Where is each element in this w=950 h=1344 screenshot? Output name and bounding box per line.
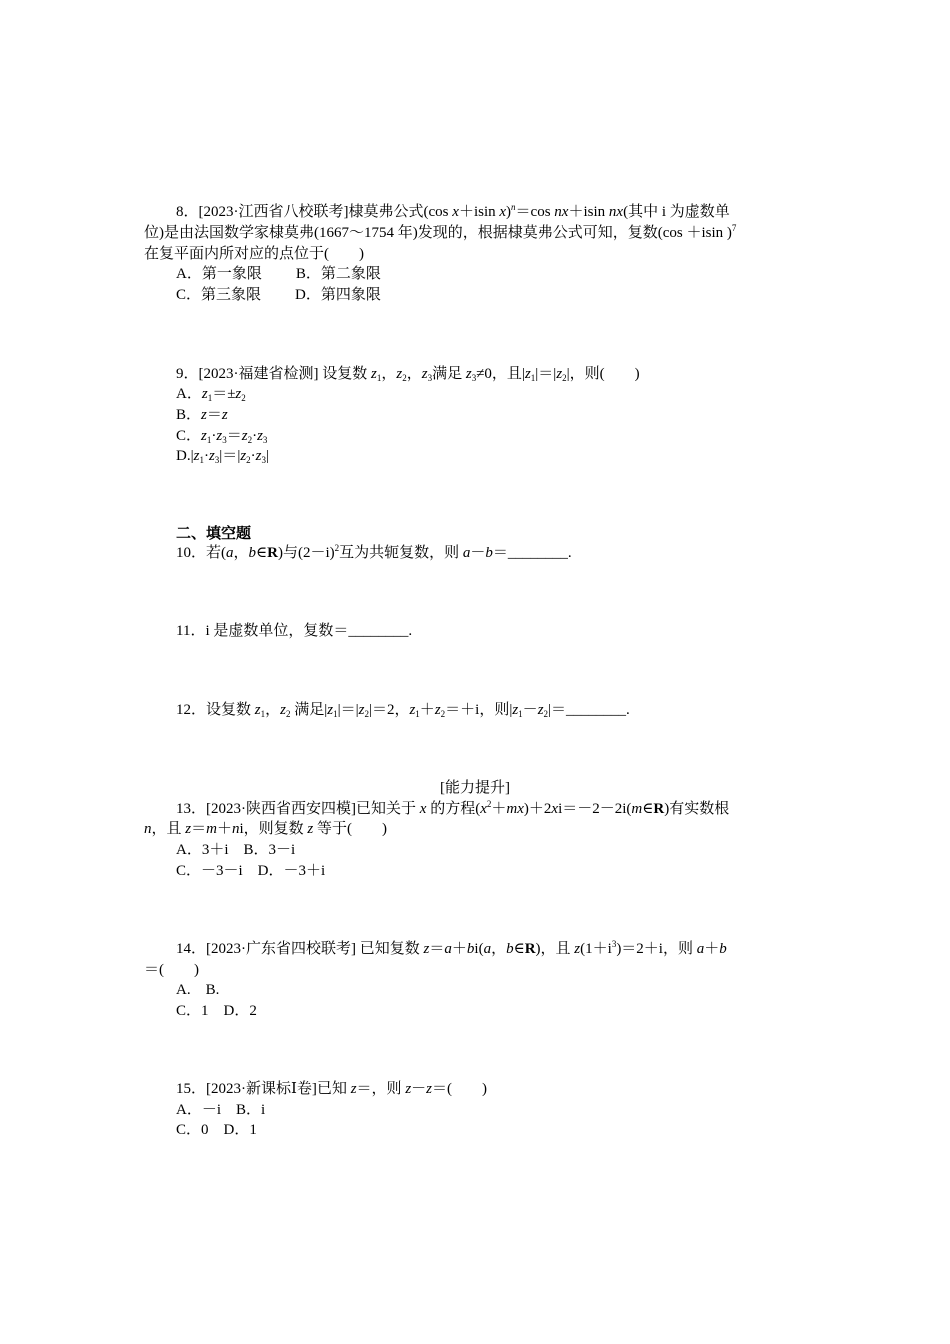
option-b[interactable]: B．第二象限: [295, 266, 381, 282]
question-8-line-3: [144, 244, 364, 264]
var: n: [231, 821, 240, 837]
var: z: [423, 941, 430, 957]
var: z: [216, 428, 223, 444]
exponent: 2: [334, 543, 340, 553]
text: ∈: [256, 545, 268, 561]
text: ＝cos: [515, 204, 555, 220]
var: z: [556, 366, 563, 382]
var: z: [254, 702, 261, 718]
subscript: 3: [262, 435, 268, 445]
var: x: [551, 801, 559, 817]
question-15-options-ab[interactable]: A．－i B．i: [176, 1102, 266, 1118]
question-8-line-2: [144, 223, 736, 243]
question-13-line-2: [144, 819, 387, 839]
var: a: [444, 941, 452, 957]
var: x: [419, 801, 427, 817]
var: z: [201, 428, 207, 444]
var: z: [434, 702, 441, 718]
subscript: 1: [333, 709, 338, 719]
var: z: [185, 821, 192, 837]
text: |＝|: [535, 366, 557, 382]
var: z: [208, 448, 215, 464]
subscript: 1: [199, 455, 204, 465]
subscript: 2: [364, 709, 369, 719]
var: b: [248, 545, 257, 561]
text: C．: [176, 428, 202, 444]
text: ≠0，且|: [476, 366, 525, 382]
text: B．: [176, 407, 202, 423]
text: |: [237, 448, 241, 464]
text: )，且: [535, 941, 575, 957]
text: ＝: [191, 821, 207, 837]
var: z: [405, 1081, 412, 1097]
text: ＝( ): [432, 1081, 488, 1097]
var: z: [240, 448, 247, 464]
text: ＝±: [212, 386, 236, 402]
var: a: [696, 941, 705, 957]
var: z: [350, 1081, 357, 1097]
text: 10．若(: [176, 545, 226, 561]
question-9-option-d[interactable]: [176, 446, 269, 466]
subscript: 1: [260, 709, 266, 719]
text: ，: [233, 545, 249, 561]
var: b: [485, 545, 493, 561]
var: z: [201, 407, 207, 423]
var: m: [206, 821, 217, 837]
var: z: [465, 366, 472, 382]
text: ·: [252, 428, 258, 444]
text: ·: [203, 448, 209, 464]
question-13-options-cd[interactable]: C．－3－i D．－3＋i: [176, 863, 326, 879]
question-9-option-a[interactable]: [176, 384, 246, 404]
text: (其中 i 为虚数单: [623, 204, 730, 220]
question-8-line-1: [176, 202, 730, 222]
text: 已知关于: [356, 801, 420, 817]
var: z: [426, 1081, 433, 1097]
var: z: [371, 366, 377, 382]
option-d[interactable]: D．第四象限: [295, 287, 381, 303]
text: 的方程(: [426, 801, 481, 817]
question-number: 13．: [176, 801, 207, 817]
text: 位)是由法国数学家棣莫弗(1667～1754 年)发现的，根据棣莫弗公式可知，复数(cos ＋isin ): [144, 225, 732, 241]
ability-heading: [能力提升]: [440, 780, 510, 796]
text: ·: [211, 428, 217, 444]
question-14-line-2: ＝( ): [144, 962, 199, 978]
text: 已知: [316, 1081, 351, 1097]
text: ＋: [216, 821, 232, 837]
subscript: 2: [247, 435, 253, 445]
text: A．: [176, 386, 202, 402]
subscript: 2: [285, 709, 291, 719]
text: 互为共轭复数，则: [339, 545, 463, 561]
exponent: 2: [486, 799, 492, 809]
var: z: [358, 702, 365, 718]
question-source: [2023·陕西省西安四模]: [206, 801, 357, 817]
text: ＋: [704, 941, 720, 957]
question-14-options-cd[interactable]: C．1 D．2: [176, 1003, 257, 1019]
var: z: [537, 702, 544, 718]
question-source: [2023·福建省检测]: [198, 366, 319, 382]
text: )＋2: [523, 801, 552, 817]
text: 设复数: [318, 366, 372, 382]
text: )＝2＋i，则: [616, 941, 697, 957]
text: D.|: [176, 448, 194, 464]
text: ，且: [151, 821, 186, 837]
question-9-option-c[interactable]: [176, 426, 267, 446]
text: ∈: [642, 801, 654, 817]
question-source: [2023·江西省八校联考]: [198, 204, 349, 220]
question-15-options-cd[interactable]: C．0 D．1: [176, 1122, 257, 1138]
text: ): [506, 204, 512, 220]
subscript: 3: [427, 373, 433, 383]
text: －: [411, 1081, 427, 1097]
question-9-option-b[interactable]: [176, 405, 228, 425]
text: |，则( ): [566, 366, 640, 382]
section-heading: 二、填空题: [176, 526, 252, 542]
var: z: [524, 366, 531, 382]
text: ＋isin: [568, 204, 609, 220]
text: |: [266, 448, 270, 464]
subscript: 3: [471, 373, 477, 383]
text: －: [470, 545, 486, 561]
var: mx: [506, 801, 524, 817]
text: ＋: [491, 801, 507, 817]
text: i(: [474, 941, 484, 957]
var: z: [409, 702, 416, 718]
subscript: 2: [402, 373, 407, 383]
var: b: [466, 941, 475, 957]
var: x: [480, 801, 487, 817]
text: 等于( ): [313, 821, 387, 837]
answer-blank[interactable]: ＝________.: [492, 545, 572, 561]
text: |＝|: [337, 702, 359, 718]
var: z: [574, 941, 581, 957]
text: ，: [381, 366, 397, 382]
text: |＝2，: [368, 702, 410, 718]
question-8-options-ab: [176, 264, 381, 284]
subscript: 2: [543, 709, 549, 719]
subscript: 1: [518, 709, 523, 719]
real-set: R: [524, 941, 536, 957]
var: n: [144, 821, 152, 837]
var: z: [241, 428, 248, 444]
text: 棣莫弗公式(cos: [348, 204, 453, 220]
var: x: [452, 204, 459, 220]
question-8-options-cd: [176, 285, 381, 305]
var: z: [396, 366, 403, 382]
var: b: [506, 941, 514, 957]
text: ＝: [226, 428, 242, 444]
var: z: [307, 821, 314, 837]
subscript: 3: [261, 455, 267, 465]
text: i＝－2－2i(: [558, 801, 632, 817]
question-14-options-ab[interactable]: A. B.: [176, 982, 220, 998]
question-12: [176, 700, 630, 720]
real-set: R: [653, 801, 665, 817]
var: z: [327, 702, 334, 718]
text: (1＋i: [580, 941, 612, 957]
var: n: [511, 202, 516, 212]
var: m: [631, 801, 643, 817]
question-14-line-1: [176, 939, 727, 959]
var: z: [201, 386, 208, 402]
subscript: 2: [241, 393, 246, 403]
exponent: 7: [731, 223, 737, 233]
subscript: 1: [415, 709, 420, 719]
text: )有实数根: [664, 801, 730, 817]
subscript: 1: [207, 393, 213, 403]
question-15-line-1: [176, 1079, 487, 1099]
var: x: [499, 204, 507, 220]
text: 已知复数: [356, 941, 424, 957]
subscript: 1: [530, 373, 536, 383]
text: ＋isin: [458, 204, 500, 220]
text: ＝: [222, 448, 238, 464]
var: b: [719, 941, 727, 957]
text: ，: [406, 366, 422, 382]
text: ，: [491, 941, 507, 957]
text: ＋: [451, 941, 467, 957]
subscript: 1: [376, 373, 382, 383]
real-set: R: [267, 545, 278, 561]
question-number: 8．: [176, 204, 199, 220]
text: －: [522, 702, 538, 718]
subscript: 2: [562, 373, 567, 383]
text: ＋: [419, 702, 435, 718]
question-source: [2023·新课标Ⅰ卷]: [206, 1081, 317, 1097]
var: z: [421, 366, 428, 382]
answer-blank[interactable]: |＝________.: [548, 702, 630, 718]
text: ·: [250, 448, 256, 464]
text: 12．设复数: [176, 702, 255, 718]
question-source: [2023·广东省四校联考]: [206, 941, 357, 957]
text: 在复平面内所对应的点位于( ): [144, 246, 364, 262]
subscript: 2: [440, 709, 446, 719]
var: z: [255, 448, 262, 464]
subscript: 3: [222, 435, 227, 445]
subscript: 1: [206, 435, 212, 445]
var: a: [226, 545, 234, 561]
text: 满足|: [290, 702, 328, 718]
question-13-line-1: [176, 799, 729, 819]
var: a: [483, 941, 492, 957]
var: z: [280, 702, 286, 718]
text: ＝，则: [356, 1081, 406, 1097]
subscript: 3: [214, 455, 220, 465]
exponent: 3: [611, 939, 617, 949]
option-a[interactable]: A．第一象限: [176, 266, 262, 282]
option-c[interactable]: C．第三象限: [176, 287, 262, 303]
text: i，则复数: [239, 821, 308, 837]
text: ＝: [206, 407, 222, 423]
text: )与(2－i): [277, 545, 335, 561]
text: 满足: [432, 366, 466, 382]
question-13-options-ab[interactable]: A．3＋i B．3－i: [176, 842, 296, 858]
var: z: [235, 386, 242, 402]
text: |: [219, 448, 223, 464]
var: z: [257, 428, 263, 444]
question-number: 14．: [176, 941, 207, 957]
var: nx: [554, 204, 569, 220]
question-9-line-1: [176, 364, 640, 384]
var: nx: [608, 204, 624, 220]
subscript: 2: [246, 455, 251, 465]
var: z: [512, 702, 519, 718]
question-number: 9．: [176, 366, 199, 382]
var: z: [221, 407, 228, 423]
var: a: [462, 545, 471, 561]
text: ＝: [429, 941, 445, 957]
text: ＝＋i，则|: [445, 702, 513, 718]
var: z: [193, 448, 200, 464]
text: ，: [265, 702, 281, 718]
question-11: 11．i 是虚数单位，复数＝________.: [176, 623, 413, 639]
question-number: 15．: [176, 1081, 207, 1097]
text: ∈: [513, 941, 525, 957]
question-10: [176, 543, 572, 563]
